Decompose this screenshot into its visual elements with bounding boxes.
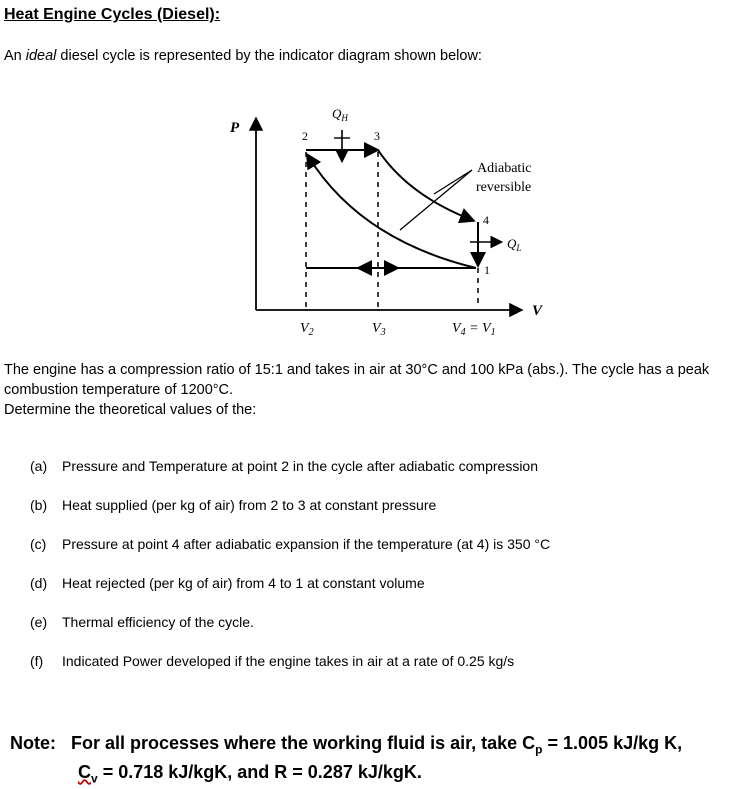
p-axis-label: P — [230, 120, 240, 136]
cv-symbol: $C_v$ — [78, 761, 98, 786]
adiabatic-label-1: Adiabatic — [477, 161, 532, 176]
note-line-2: $C_v = 0.718$ kJ/kgK, and R = 0.287 kJ/kgK. — [78, 761, 422, 786]
v2-label: $V_2$ — [300, 321, 314, 338]
point-2-label: 2 — [302, 129, 308, 143]
description-line-2: combustion temperature of 1200°C. — [4, 382, 234, 398]
qh-label: $Q_H$ — [332, 106, 348, 123]
adiabatic-pointer-1 — [400, 170, 472, 230]
adiabatic-label-2: reversible — [476, 180, 532, 195]
question-item: (c) Pressure at point 4 after adiabatic expansion if the temperature (at 4) is 350 °C — [30, 536, 551, 552]
v4-v1-label: $V_4 = V_1$ — [452, 321, 496, 338]
diesel-cycle-diagram — [220, 100, 560, 345]
note-line-1: Note: For all processes where the working fluid is air, take $C_p = 1.005$ kJ/kg K, — [10, 733, 683, 757]
point-3-label: 3 — [374, 129, 380, 143]
v3-label: $V_3$ — [372, 321, 386, 338]
adiabatic-pointer-2 — [434, 170, 472, 194]
point-1-label: 1 — [484, 263, 490, 277]
point-4-label: 4 — [483, 213, 489, 227]
question-item: (b) Heat supplied (per kg of air) from 2 to 3 at constant pressure — [30, 497, 437, 513]
description-line-1: The engine has a compression ratio of 15:1 and takes in air at 30°C and 100 kPa (abs.). The cycle has a peak — [4, 362, 710, 378]
note-block — [10, 732, 682, 789]
question-item: (a) Pressure and Temperature at point 2 in the cycle after adiabatic compression — [30, 458, 538, 474]
intro-text: An ideal diesel cycle is represented by the indicator diagram shown below: — [4, 48, 482, 64]
page-title: Heat Engine Cycles (Diesel): — [4, 6, 221, 23]
description-line-3: Determine the theoretical values of the: — [4, 402, 257, 418]
ql-label: $Q_L$ — [507, 236, 522, 253]
question-item: (e) Thermal efficiency of the cycle. — [30, 614, 254, 630]
process-1-2-compression — [308, 156, 476, 268]
question-item: (f) Indicated Power developed if the engine takes in air at a rate of 0.25 kg/s — [30, 653, 515, 669]
v-axis-label: V — [532, 303, 543, 319]
problem-description — [4, 360, 724, 420]
question-item: (d) Heat rejected (per kg of air) from 4 to 1 at constant volume — [30, 575, 425, 591]
